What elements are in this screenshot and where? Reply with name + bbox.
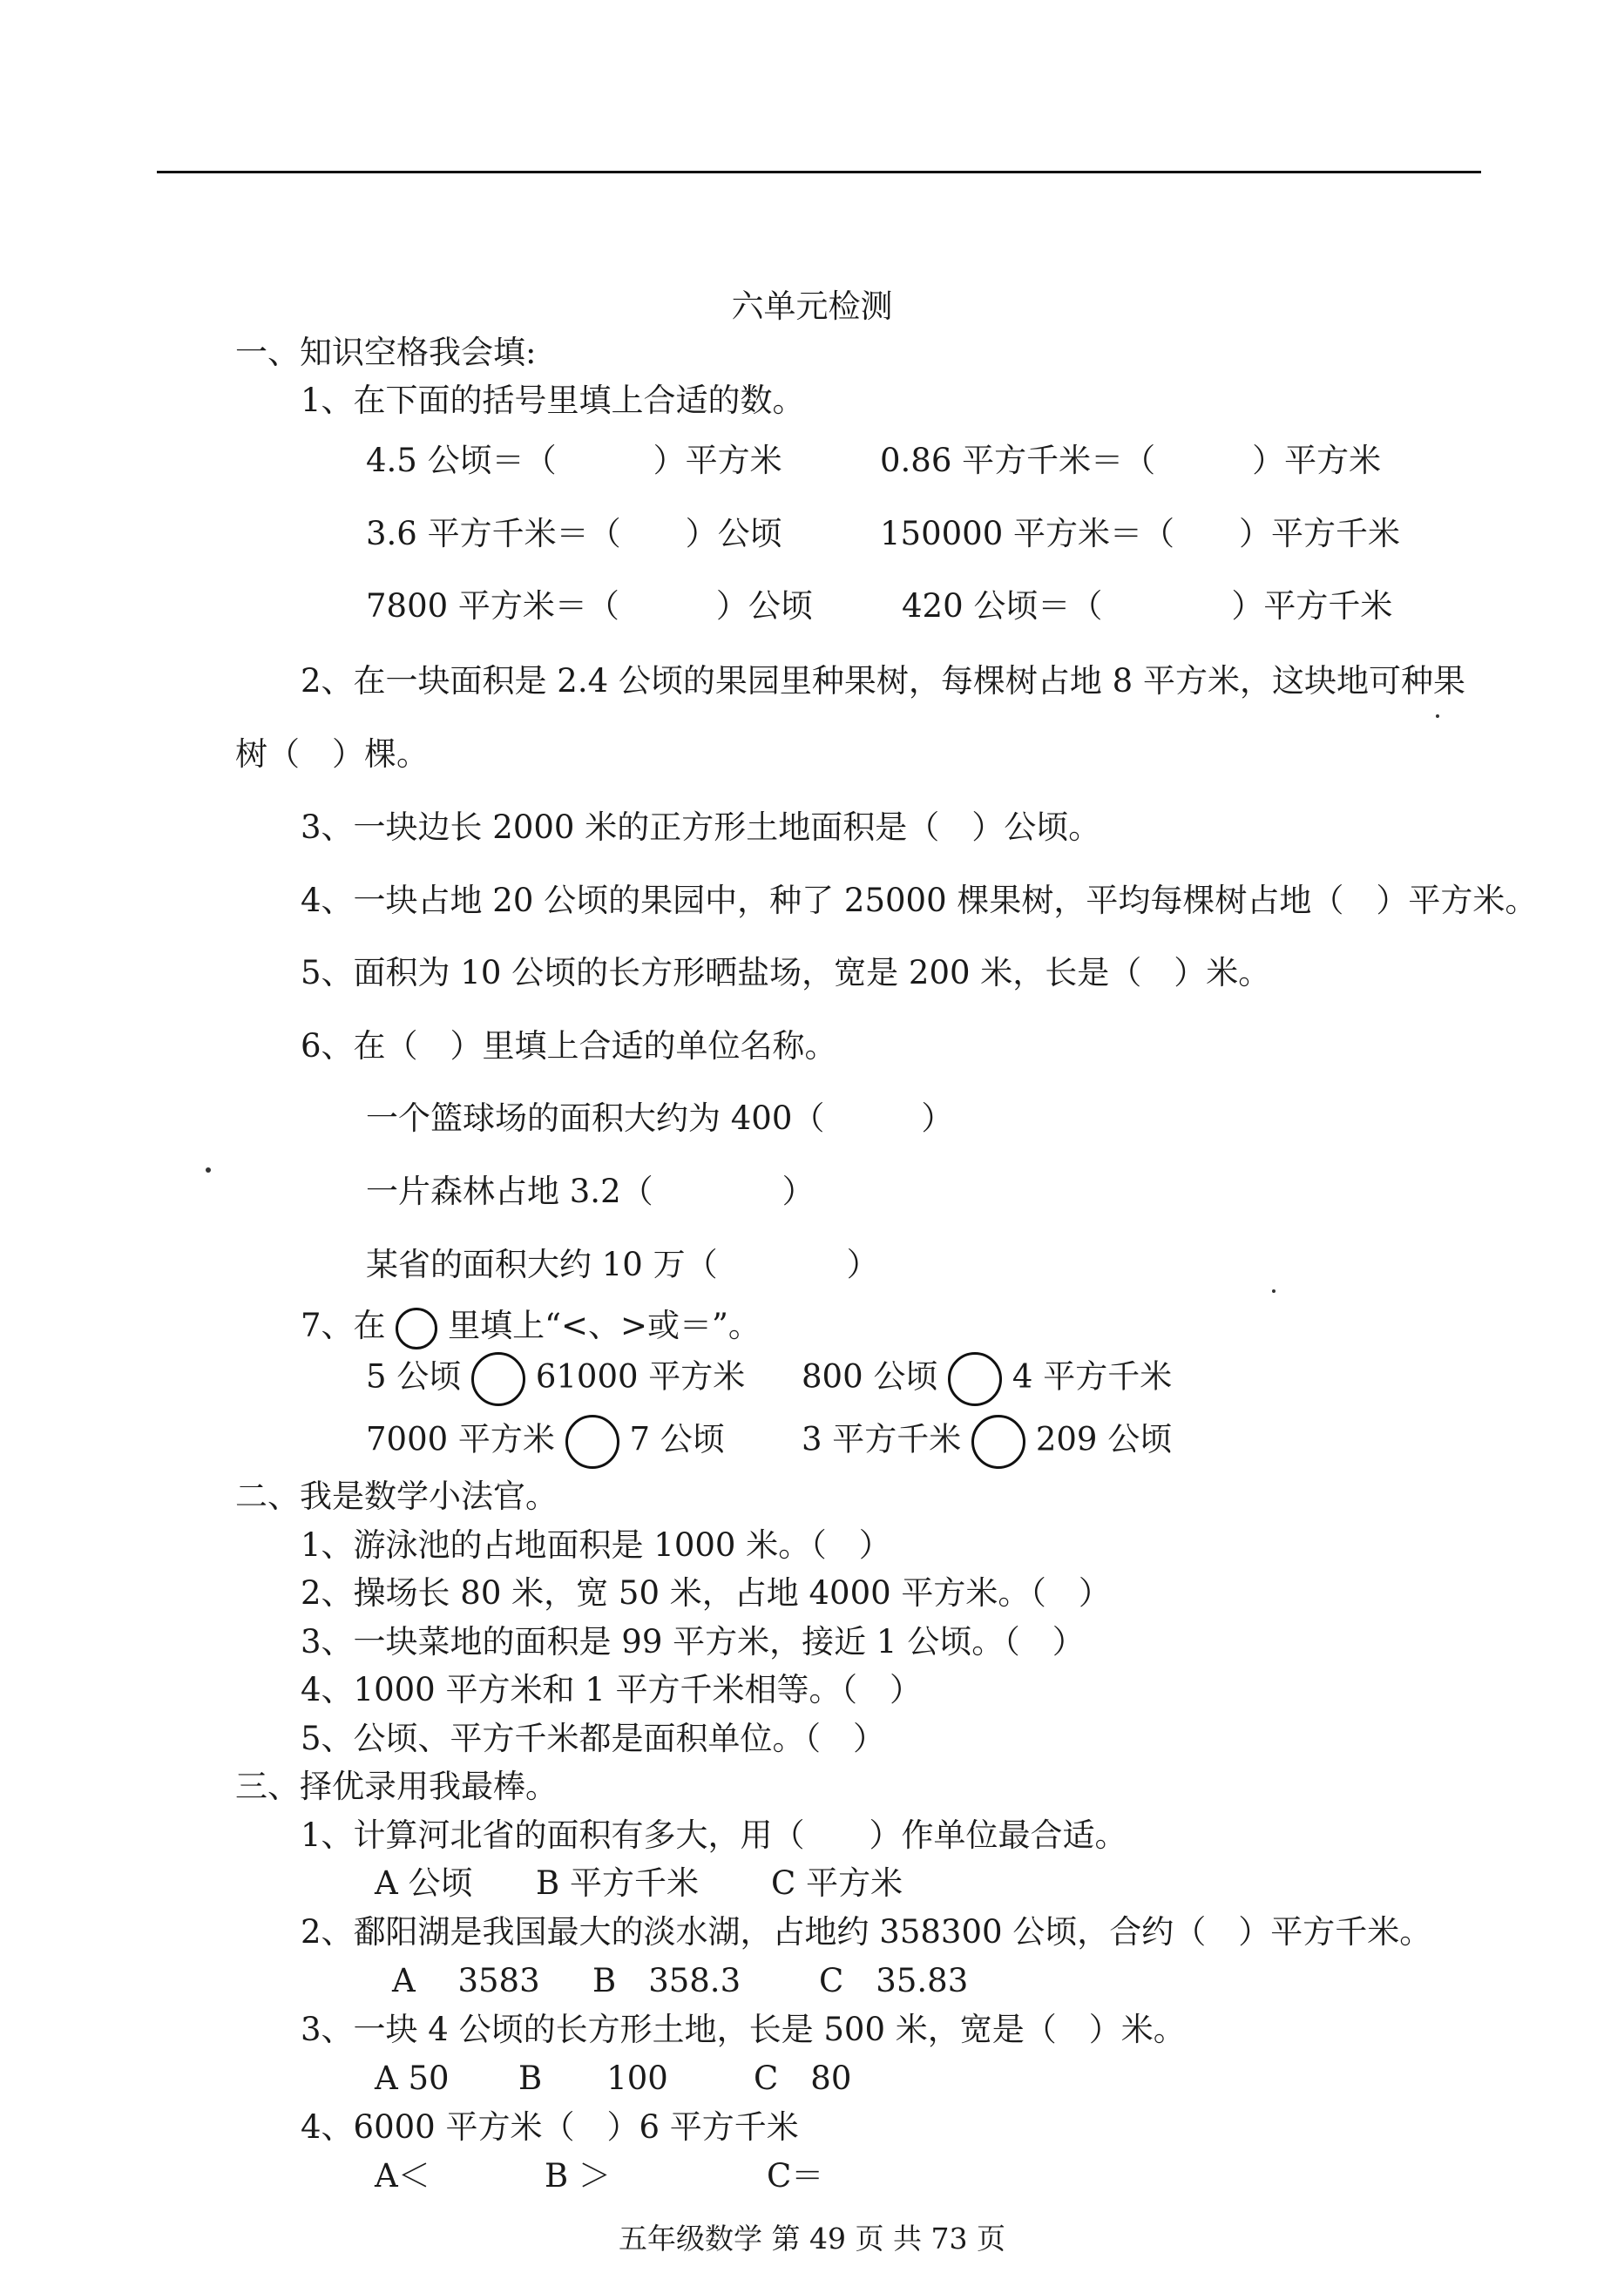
s1-q7-text	[301, 1303, 761, 1349]
s3-q2-option-c: C 35.83	[819, 1962, 969, 1999]
s2-item-2: 2、操场长 80 米，宽 50 米，占地 4000 平方米。（ ）	[301, 1574, 1111, 1612]
s1-q4: 4、一块占地 20 公顷的果园中，种了 25000 棵果树，平均每棵树占地（ ）平方米。	[301, 882, 1538, 919]
pair-left: 3 平方千米	[802, 1420, 962, 1458]
pair-right: 7 公顷	[629, 1420, 725, 1458]
s3-q4-option-c: C＝	[767, 2157, 824, 2195]
s3-q4-option-a: A＜	[375, 2157, 430, 2195]
compare-circle-sample	[396, 1308, 437, 1349]
s3-q2: 2、鄱阳湖是我国最大的淡水湖，占地约 358300 公顷，合约（ ）平方千米。	[301, 1913, 1432, 1951]
pair-right: 61000 平方米	[535, 1357, 746, 1396]
pair-left: 5 公顷	[366, 1357, 462, 1396]
s3-q4-option-b: B ＞	[545, 2157, 611, 2195]
s2-item-1: 1、游泳池的占地面积是 1000 米。（ ）	[301, 1526, 891, 1564]
s1-q6-item-1: 一个篮球场的面积大约为 400（ ）	[366, 1099, 954, 1137]
s1-q7-pair-1	[366, 1352, 745, 1406]
s2-item-3: 3、一块菜地的面积是 99 平方米，接近 1 公顷。（ ）	[301, 1623, 1085, 1661]
s1-q5: 5、面积为 10 公顷的长方形晒盐场，宽是 200 米，长是（ ）米。	[301, 954, 1271, 991]
s1-q7-prefix: 7、在	[301, 1307, 386, 1344]
scan-speck	[1272, 1289, 1276, 1293]
s1-q7-pair-2	[802, 1352, 1172, 1406]
section-2-heading: 二、我是数学小法官。	[235, 1478, 558, 1515]
s1-q1-r3-left: 7800 平方米＝（ ）公顷	[366, 587, 813, 625]
section-1-heading: 一、知识空格我会填:	[235, 334, 537, 371]
compare-circle[interactable]	[971, 1415, 1025, 1469]
compare-circle[interactable]	[565, 1415, 619, 1469]
s3-q1: 1、计算河北省的面积有多大，用（ ）作单位最合适。	[301, 1816, 1127, 1854]
s1-q7-suffix: 里填上“<、>或＝”。	[448, 1307, 761, 1344]
page-title: 六单元检测	[731, 287, 893, 325]
s3-q3-option-b: B 100	[518, 2060, 668, 2097]
pair-left: 800 公顷	[802, 1357, 938, 1396]
pair-left: 7000 平方米	[366, 1420, 555, 1458]
s1-q1-r1-left: 4.5 公顷＝（ ）平方米	[366, 442, 782, 479]
s1-q6-item-3: 某省的面积大约 10 万（ ）	[366, 1246, 879, 1283]
s1-q1-r1-right: 0.86 平方千米＝（ ）平方米	[880, 442, 1382, 479]
s3-q1-option-b: B 平方千米	[536, 1864, 699, 1902]
page-footer: 五年级数学 第 49 页 共 73 页	[619, 2222, 1005, 2256]
compare-circle[interactable]	[471, 1352, 525, 1406]
s1-q6-item-2: 一片森林占地 3.2（ ）	[366, 1173, 815, 1210]
s1-q3: 3、一块边长 2000 米的正方形土地面积是（ ）公顷。	[301, 808, 1101, 846]
pair-right: 4 平方千米	[1012, 1357, 1173, 1396]
s3-q2-option-b: B 358.3	[592, 1962, 741, 1999]
header-rule	[157, 171, 1481, 173]
s1-q7-pair-3	[366, 1415, 725, 1469]
s3-q1-option-a: A 公顷	[375, 1864, 473, 1902]
s3-q4: 4、6000 平方米（ ）6 平方千米	[301, 2108, 799, 2146]
s3-q3-option-c: C 80	[754, 2060, 852, 2097]
s2-item-4: 4、1000 平方米和 1 平方千米相等。（ ）	[301, 1671, 923, 1708]
s3-q3-option-a: A 50	[375, 2060, 450, 2097]
s1-q2-line2: 树（ ）棵。	[235, 735, 429, 773]
s3-q1-option-c: C 平方米	[771, 1864, 903, 1902]
s1-q1-r3-right: 420 公顷＝（ ）平方千米	[902, 587, 1393, 625]
s3-q3: 3、一块 4 公顷的长方形土地，长是 500 米，宽是（ ）米。	[301, 2011, 1186, 2048]
s1-q2-line1: 2、在一块面积是 2.4 公顷的果园里种果树，每棵树占地 8 平方米，这块地可种果	[301, 662, 1465, 700]
s1-q1-r2-left: 3.6 平方千米＝（ ）公顷	[366, 515, 782, 552]
scan-speck	[1436, 714, 1439, 718]
s2-item-5: 5、公顷、平方千米都是面积单位。（ ）	[301, 1720, 886, 1757]
s1-q7-pair-4	[802, 1415, 1172, 1469]
s1-q1-text: 1、在下面的括号里填上合适的数。	[301, 382, 805, 419]
pair-right: 209 公顷	[1035, 1420, 1173, 1458]
s3-q2-option-a: A 3583	[392, 1962, 540, 1999]
s1-q6-text: 6、在（ ）里填上合适的单位名称。	[301, 1027, 837, 1065]
s1-q1-r2-right: 150000 平方米＝（ ）平方千米	[880, 515, 1401, 552]
scan-speck	[206, 1167, 211, 1173]
compare-circle[interactable]	[948, 1352, 1002, 1406]
section-3-heading: 三、择优录用我最棒。	[235, 1768, 558, 1805]
